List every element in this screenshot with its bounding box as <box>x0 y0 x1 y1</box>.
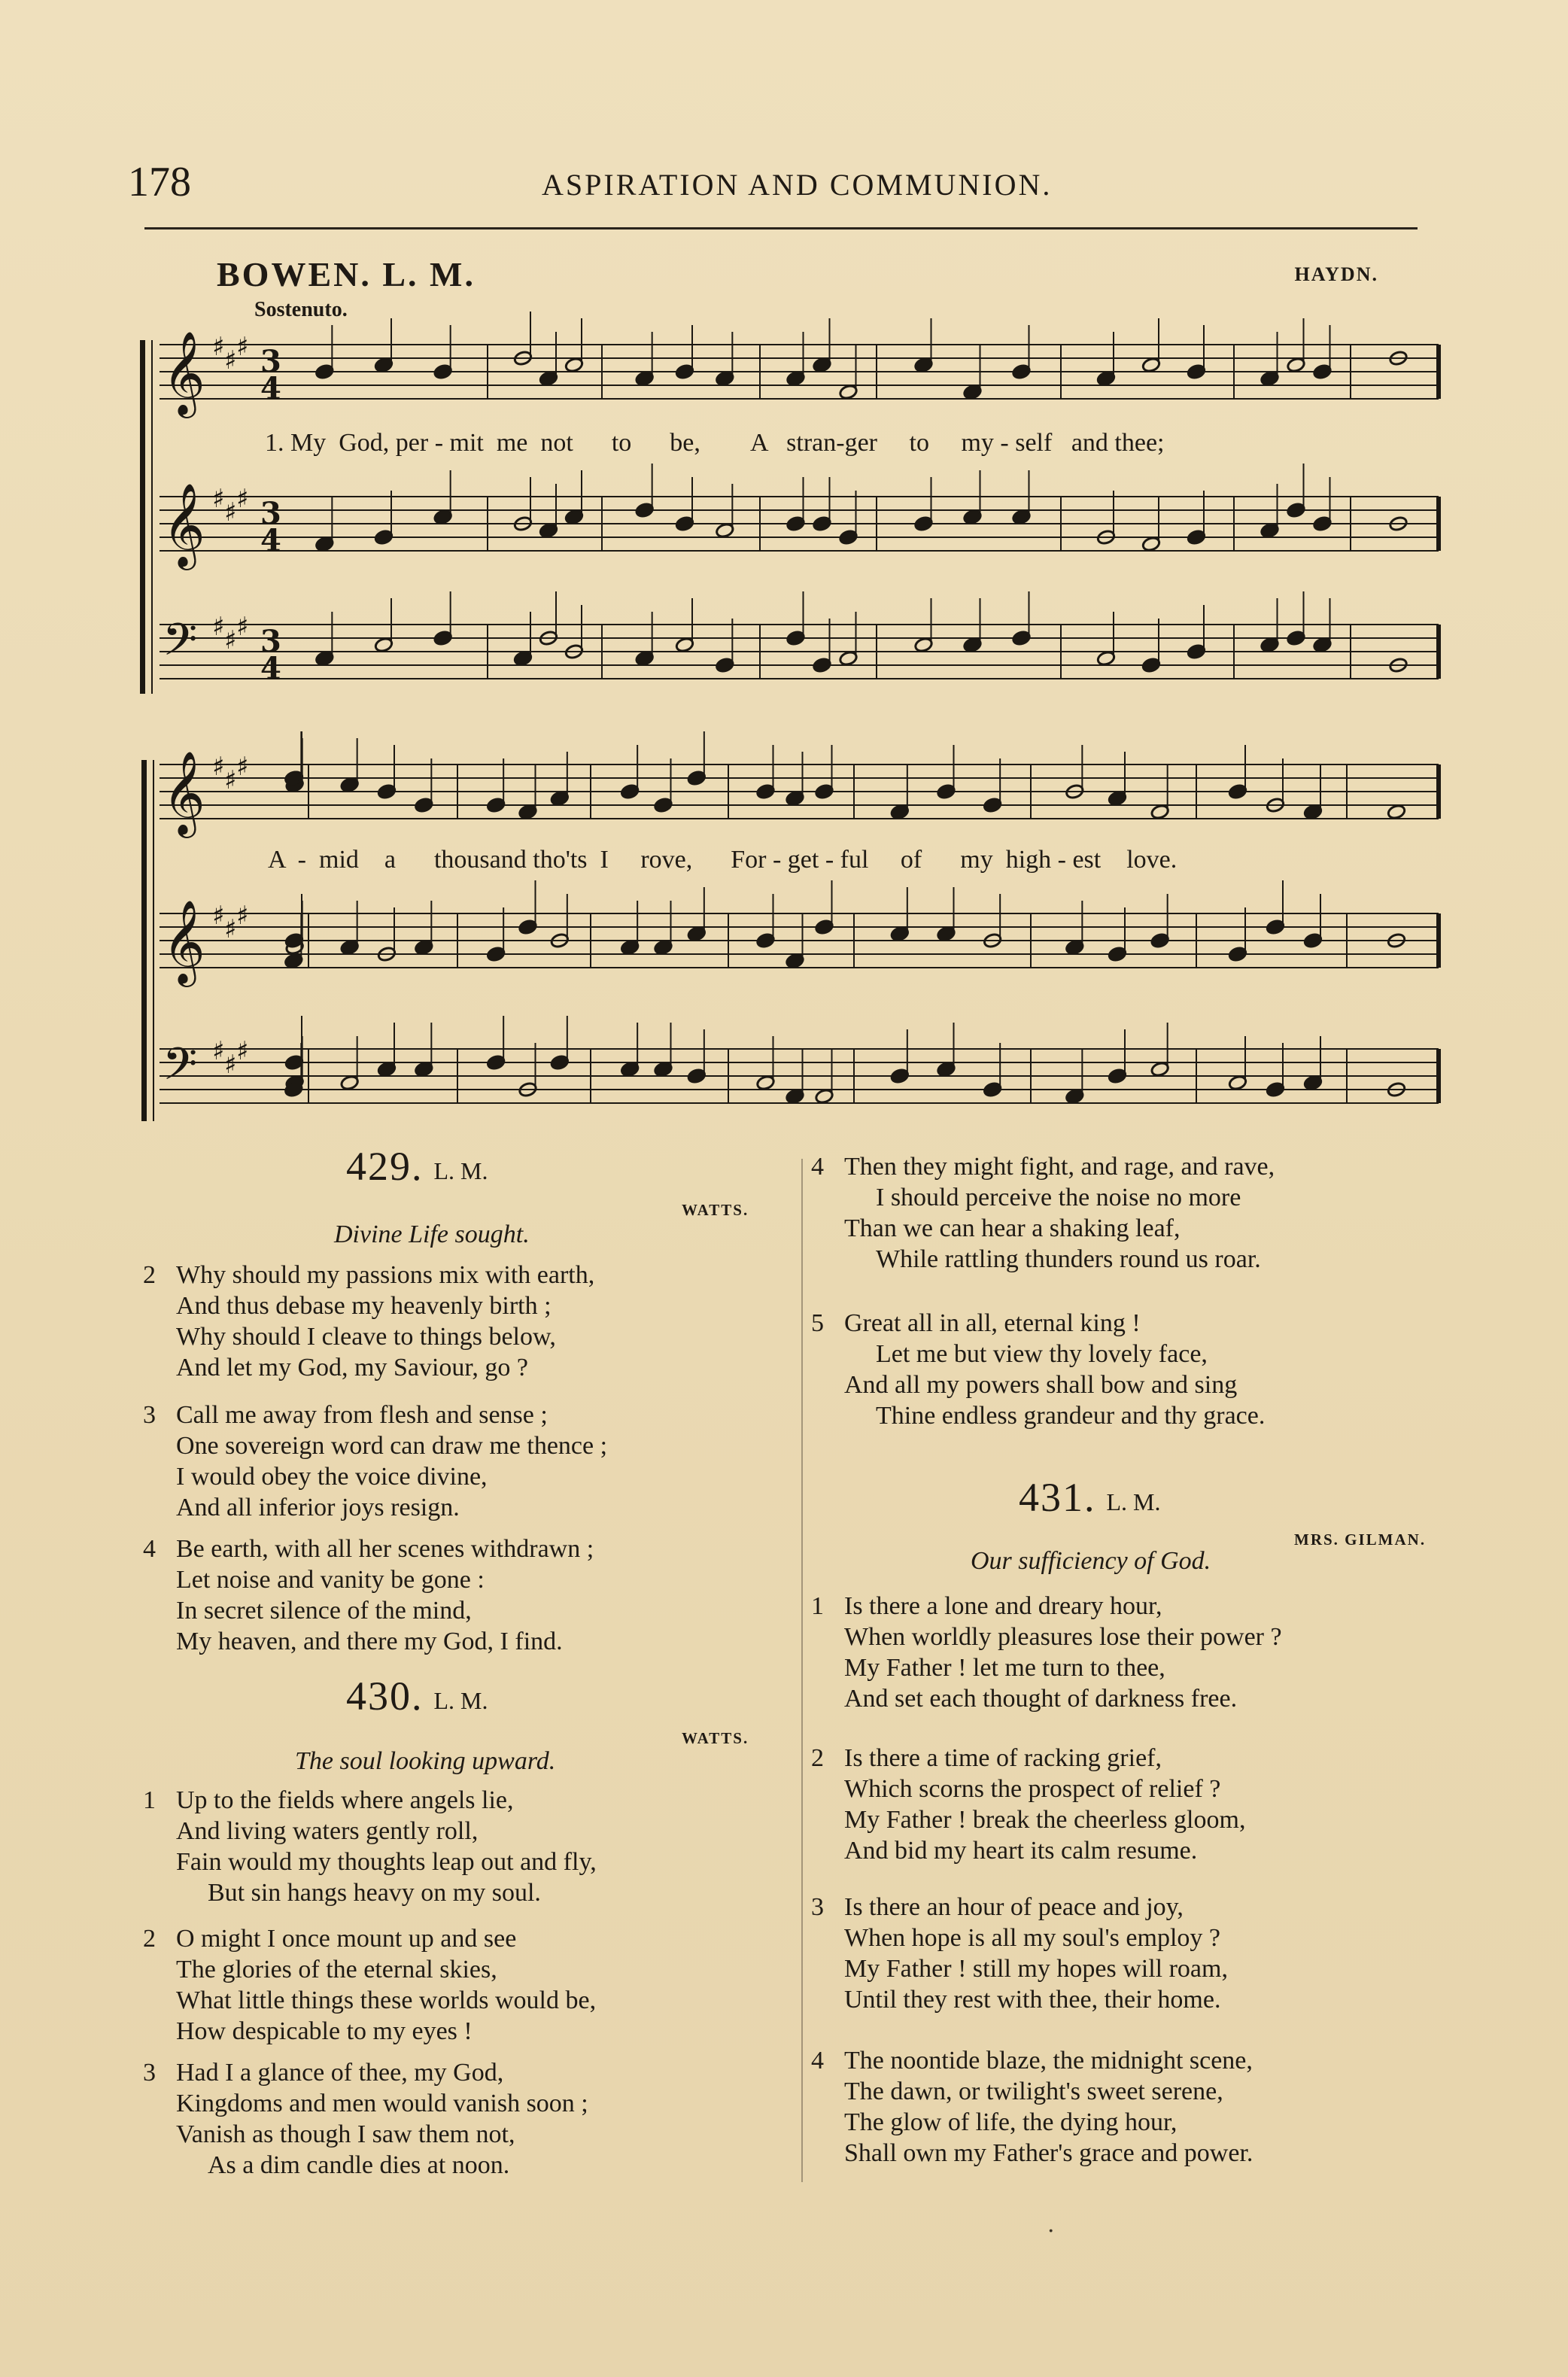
hymn-430-stanza-4 <box>811 1151 1275 1275</box>
stanza-line: When hope is all my soul's employ ? <box>844 1924 1220 1952</box>
page-number: 178 <box>128 159 191 205</box>
stanza-line: Great all in all, eternal king ! <box>844 1309 1141 1337</box>
sharp-sign: ♯ <box>224 625 237 655</box>
stanza-number: 3 <box>143 1401 156 1429</box>
stanza-line: Than we can hear a shaking leaf, <box>844 1214 1181 1242</box>
time-signature-bottom: 4 <box>260 523 281 558</box>
stanza-number: 1 <box>811 1592 824 1620</box>
column-divider <box>801 1159 803 2182</box>
lyric-line-1: 1. My God, per - mit me not to be, A stran-ger to my - self and thee; <box>265 429 1165 457</box>
hymn-429-author: WATTS. <box>682 1201 749 1219</box>
stanza-line: The noontide blaze, the midnight scene, <box>844 2047 1253 2075</box>
hymn-431-heading <box>1019 1475 1161 1520</box>
stanza-line: As a dim candle dies at noon. <box>208 2151 510 2179</box>
sharp-sign: ♯ <box>224 765 237 795</box>
stanza-line: I should perceive the noise no more <box>876 1184 1241 1211</box>
bass-clef: 𝄢 <box>163 1038 198 1101</box>
running-title: ASPIRATION AND COMMUNION. <box>542 168 1053 202</box>
sharp-sign: ♯ <box>212 332 225 362</box>
stanza-number: 2 <box>143 1261 156 1289</box>
stanza-line: O might I once mount up and see <box>176 1925 517 1953</box>
stanza-number: 4 <box>811 2047 824 2075</box>
treble-clef: 𝄞 <box>163 899 205 983</box>
stanza-line: And living waters gently roll, <box>176 1817 479 1845</box>
stanza-line: Shall own my Father's grace and power. <box>844 2139 1253 2167</box>
sharp-sign: ♯ <box>236 1036 249 1066</box>
sharp-sign: ♯ <box>224 1050 237 1080</box>
stanza-line: Kingdoms and men would vanish soon ; <box>176 2090 588 2117</box>
stanza-line: Let noise and vanity be gone : <box>176 1566 485 1594</box>
stanza-line: My Father ! still my hopes will roam, <box>844 1955 1228 1983</box>
stanza-number: 3 <box>143 2059 156 2087</box>
hymn-430-number: 430. <box>346 1673 424 1719</box>
hymn-430-heading <box>346 1673 488 1719</box>
hymn-429-stanza-2 <box>143 1260 595 1383</box>
hymn-431-stanza-1 <box>811 1591 1282 1714</box>
treble-clef: 𝄞 <box>163 330 205 415</box>
stanza-line: Which scorns the prospect of relief ? <box>844 1775 1221 1803</box>
stanza-number: 1 <box>143 1786 156 1814</box>
stanza-line: When worldly pleasures lose their power ? <box>844 1623 1282 1651</box>
stanza-line: And all inferior joys resign. <box>176 1494 460 1521</box>
hymn-429-subtitle: Divine Life sought. <box>334 1220 530 1248</box>
time-signature-bottom: 4 <box>260 371 281 406</box>
stanza-number: 2 <box>143 1925 156 1953</box>
stanza-line: My heaven, and there my God, I find. <box>176 1628 563 1655</box>
sharp-sign: ♯ <box>212 484 225 514</box>
hymn-429-meter: L. M. <box>433 1157 488 1184</box>
stanza-line: But sin hangs heavy on my soul. <box>208 1879 541 1907</box>
music-score <box>0 0 1568 1144</box>
stanza-line: The dawn, or twilight's sweet serene, <box>844 2078 1223 2105</box>
stanza-line: And let my God, my Saviour, go ? <box>176 1354 528 1382</box>
treble-clef: 𝄞 <box>163 750 205 834</box>
time-signature-top: 3 <box>260 496 281 531</box>
sharp-sign: ♯ <box>212 1036 225 1066</box>
sharp-sign: ♯ <box>236 332 249 362</box>
stanza-line: And set each thought of darkness free. <box>844 1685 1238 1713</box>
time-signature-top: 3 <box>260 344 281 379</box>
sharp-sign: ♯ <box>212 752 225 782</box>
stanza-line: Then they might fight, and rage, and rave, <box>844 1153 1275 1181</box>
tune-composer: HAYDN. <box>1294 263 1378 285</box>
lyric-line-2: A - mid a thousand tho'ts I rove, For - get - ful of my high - est love. <box>268 846 1178 874</box>
tune-name: BOWEN. L. M. <box>217 255 476 293</box>
stanza-line: Let me but view thy lovely face, <box>876 1340 1208 1368</box>
stanza-line: And all my powers shall bow and sing <box>844 1371 1238 1399</box>
print-mark: · <box>1047 2218 1055 2245</box>
system-brace <box>140 340 145 694</box>
stanza-line: Is there an hour of peace and joy, <box>844 1893 1184 1921</box>
stanza-line: My Father ! let me turn to thee, <box>844 1654 1165 1682</box>
hymn-430-stanza-1 <box>143 1785 597 1908</box>
hymn-429-number: 429. <box>346 1144 424 1189</box>
sharp-sign: ♯ <box>236 901 249 931</box>
sharp-sign: ♯ <box>236 752 249 782</box>
stanza-line: In secret silence of the mind, <box>176 1597 472 1625</box>
hymn-429-stanza-3 <box>143 1400 608 1523</box>
hymn-430-subtitle: The soul looking upward. <box>295 1747 556 1775</box>
time-signature-bottom: 4 <box>260 651 281 686</box>
hymn-430-meter: L. M. <box>433 1687 488 1714</box>
hymn-431-author: MRS. GILMAN. <box>1294 1530 1427 1549</box>
left-column <box>143 1144 782 2205</box>
right-column <box>811 1151 1458 2205</box>
stanza-line: I would obey the voice divine, <box>176 1463 488 1491</box>
hymn-431-meter: L. M. <box>1106 1488 1161 1515</box>
sharp-sign: ♯ <box>224 345 237 375</box>
hymn-431-subtitle: Our sufficiency of God. <box>971 1547 1211 1575</box>
stanza-line: Be earth, with all her scenes withdrawn ; <box>176 1535 594 1563</box>
stanza-line: And bid my heart its calm resume. <box>844 1837 1198 1865</box>
stanza-line: The glories of the eternal skies, <box>176 1956 497 1983</box>
time-signature-top: 3 <box>260 624 281 659</box>
stanza-line: Is there a time of racking grief, <box>844 1744 1162 1772</box>
stanza-line: Up to the fields where angels lie, <box>176 1786 514 1814</box>
sharp-sign: ♯ <box>224 914 237 944</box>
stanza-line: How despicable to my eyes ! <box>176 2017 473 2045</box>
stanza-line: One sovereign word can draw me thence ; <box>176 1432 608 1460</box>
stanza-line: Is there a lone and dreary hour, <box>844 1592 1162 1620</box>
stanza-line: While rattling thunders round us roar. <box>876 1245 1261 1273</box>
hymn-431-stanza-2 <box>811 1743 1246 1866</box>
system-brace <box>141 760 147 1121</box>
hymn-429-heading <box>346 1144 488 1189</box>
sharp-sign: ♯ <box>236 612 249 642</box>
hymn-430-stanza-5 <box>811 1308 1266 1431</box>
stanza-line: Had I a glance of thee, my God, <box>176 2059 504 2087</box>
stanza-line: Why should I cleave to things below, <box>176 1323 556 1351</box>
stanza-line: My Father ! break the cheerless gloom, <box>844 1806 1246 1834</box>
stanza-line: The glow of life, the dying hour, <box>844 2108 1178 2136</box>
stanza-line: Vanish as though I saw them not, <box>176 2120 515 2148</box>
hymn-431-stanza-3 <box>811 1892 1228 2015</box>
sharp-sign: ♯ <box>236 484 249 514</box>
sharp-sign: ♯ <box>224 497 237 527</box>
sharp-sign: ♯ <box>212 612 225 642</box>
hymn-430-stanza-2 <box>143 1923 597 2047</box>
stanza-number: 4 <box>143 1535 156 1563</box>
stanza-line: Thine endless grandeur and thy grace. <box>876 1402 1266 1430</box>
stanza-number: 2 <box>811 1744 824 1772</box>
half-note <box>1387 804 1406 820</box>
hymn-431-number: 431. <box>1019 1475 1096 1520</box>
stanza-line: And thus debase my heavenly birth ; <box>176 1292 552 1320</box>
stanza-line: Call me away from flesh and sense ; <box>176 1401 548 1429</box>
stanza-number: 4 <box>811 1153 824 1181</box>
hymn-430-stanza-3 <box>143 2057 588 2181</box>
treble-clef: 𝄞 <box>163 482 205 567</box>
stanza-line: Until they rest with thee, their home. <box>844 1986 1221 2014</box>
tempo-marking: Sostenuto. <box>254 298 348 321</box>
hymn-430-author: WATTS. <box>682 1729 749 1747</box>
bass-clef: 𝄢 <box>163 613 198 676</box>
stanza-line: Fain would my thoughts leap out and fly, <box>176 1848 597 1876</box>
stanza-line: What little things these worlds would be, <box>176 1986 597 2014</box>
stanza-number: 3 <box>811 1893 824 1921</box>
hymn-429-stanza-4 <box>143 1533 594 1657</box>
sharp-sign: ♯ <box>212 901 225 931</box>
stanza-line: Why should my passions mix with earth, <box>176 1261 595 1289</box>
hymn-431-stanza-4 <box>811 2045 1253 2169</box>
stanza-number: 5 <box>811 1309 824 1337</box>
